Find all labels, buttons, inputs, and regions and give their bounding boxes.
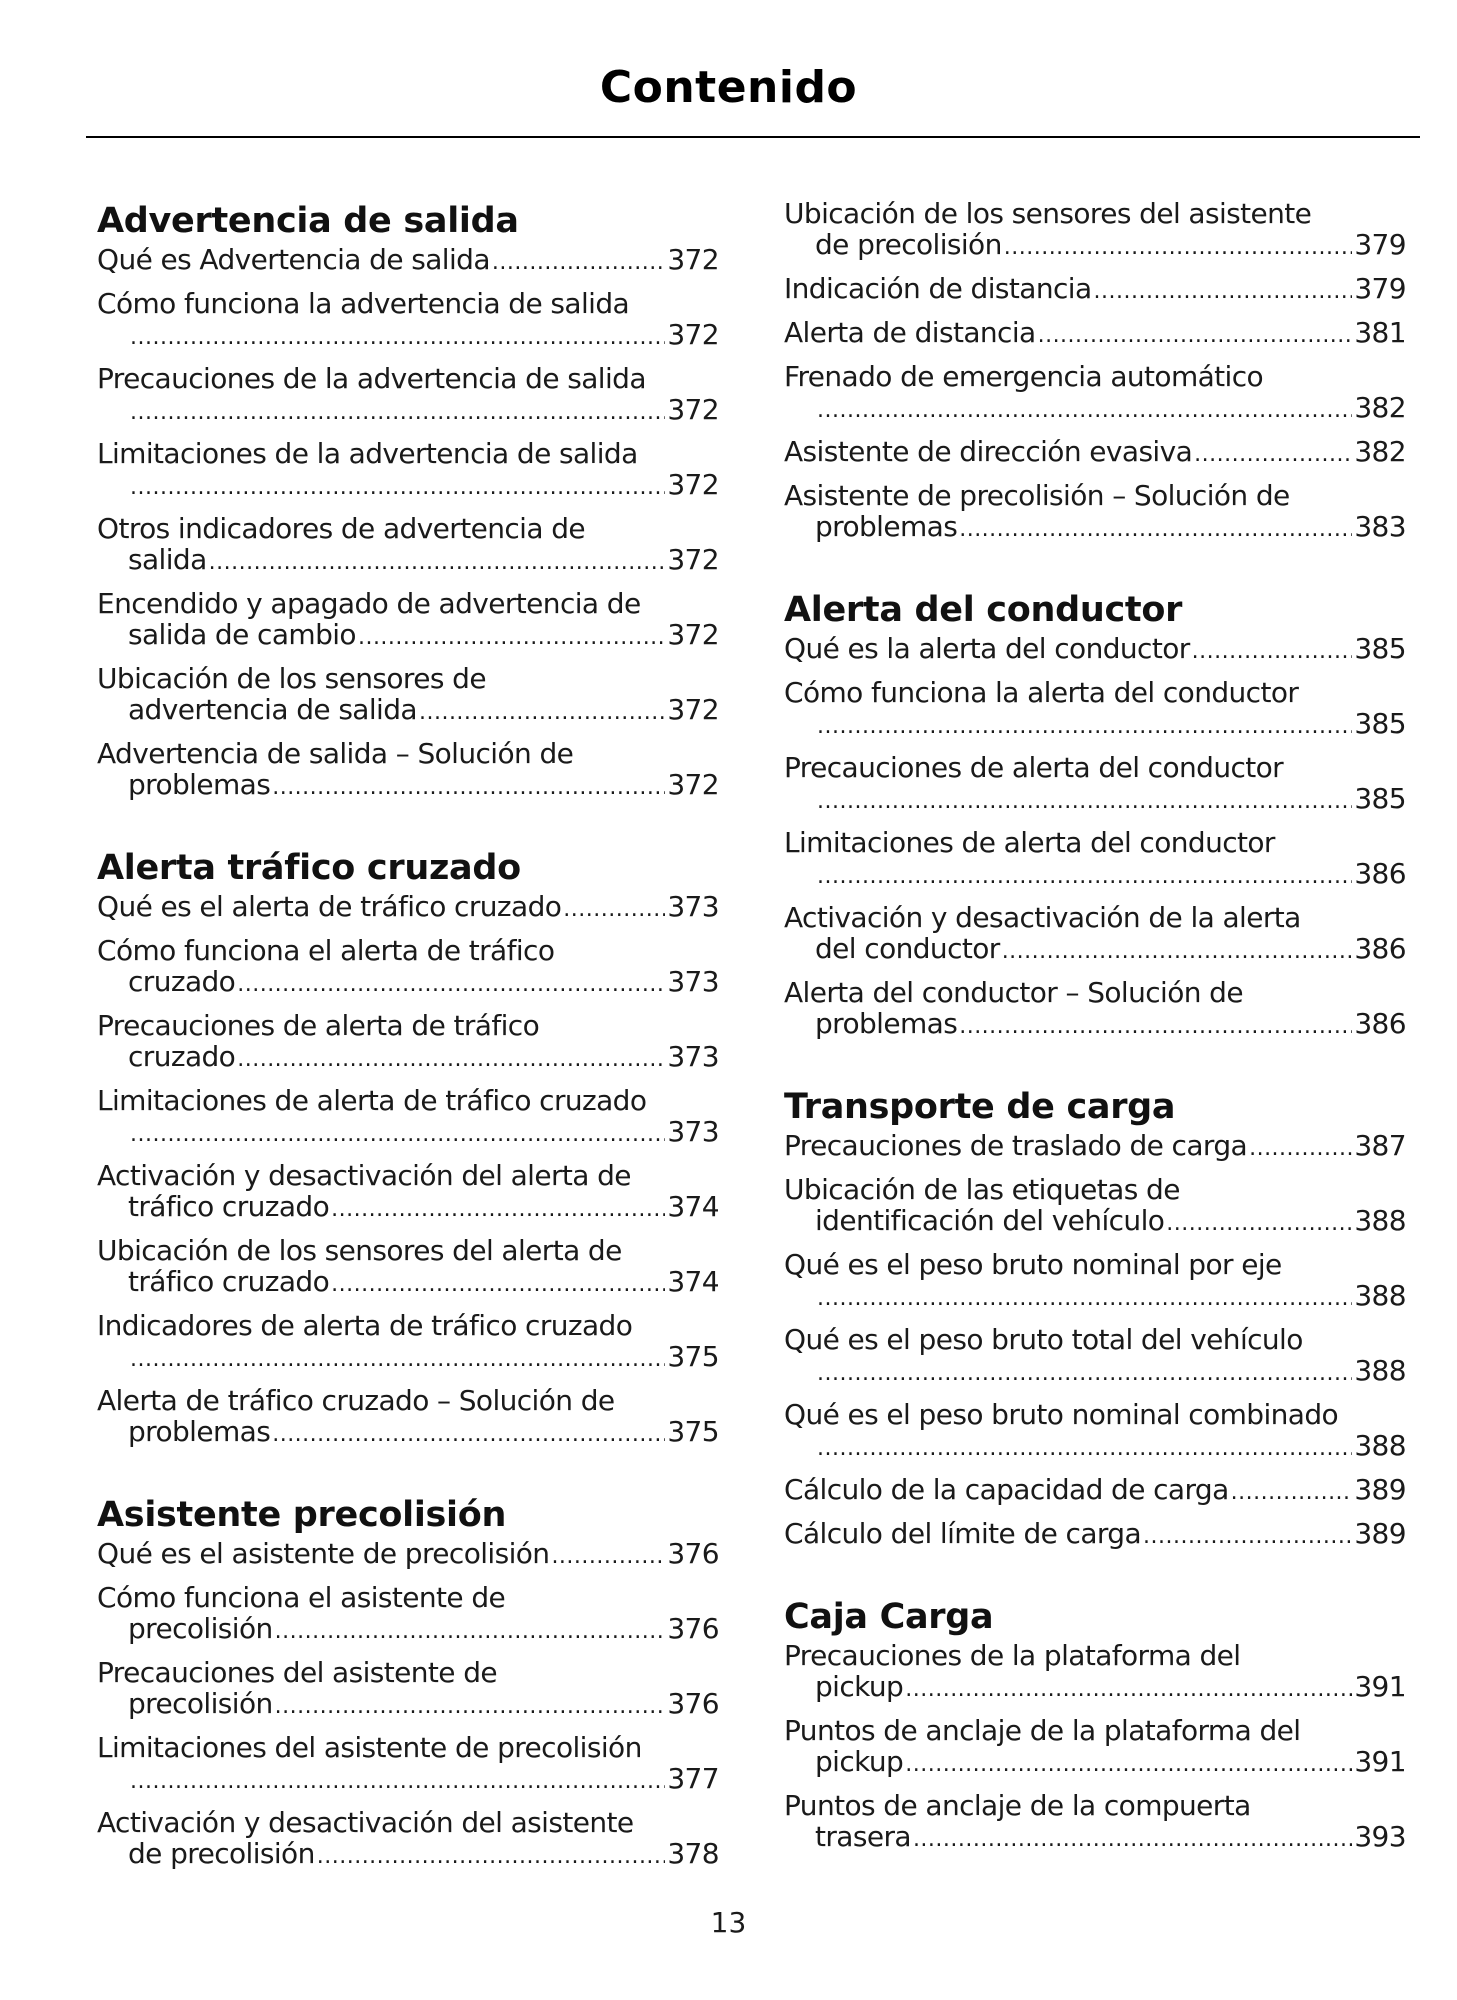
toc-entry-leader-row xyxy=(815,1280,1406,1314)
toc-entry-page: 386 xyxy=(1354,932,1406,965)
toc-entry-leader-row xyxy=(128,1266,719,1300)
toc-entry-page: 373 xyxy=(667,1040,719,1073)
toc-entry-leader-row xyxy=(128,1191,719,1225)
toc-entry-page: 375 xyxy=(667,1340,719,1373)
toc-entry-leader-row xyxy=(815,1671,1406,1705)
toc-entry[interactable] xyxy=(784,902,1406,967)
toc-entry-title-tail: pickup xyxy=(815,1745,904,1778)
toc-entry[interactable] xyxy=(784,1790,1406,1855)
toc-entry-page: 386 xyxy=(1354,1007,1406,1040)
toc-entry[interactable] xyxy=(784,827,1406,892)
dot-leader xyxy=(492,247,665,278)
toc-entry[interactable] xyxy=(784,1249,1406,1314)
dot-leader xyxy=(275,1616,666,1647)
dot-leader xyxy=(1143,1521,1352,1552)
section-heading: Transporte de carga xyxy=(784,1087,1176,1127)
toc-entry-leader-row xyxy=(128,966,719,1000)
toc-entry[interactable] xyxy=(784,480,1406,545)
toc-entry-page: 379 xyxy=(1354,272,1406,305)
toc-entry-leader-row xyxy=(784,633,1406,667)
toc-entry-title-line: Limitaciones del asistente de precolisión xyxy=(97,1731,642,1764)
toc-entry-title-line: Asistente de precolisión – Solución de xyxy=(784,479,1290,512)
dot-leader xyxy=(959,1011,1352,1042)
dot-leader xyxy=(237,1044,665,1075)
toc-entry-title-tail: pickup xyxy=(815,1670,904,1703)
toc-entry-title-line: Indicadores de alerta de tráfico cruzado xyxy=(97,1309,633,1342)
toc-entry[interactable] xyxy=(784,273,1406,307)
dot-leader xyxy=(331,1269,665,1300)
toc-entry-title-tail: problemas xyxy=(815,510,958,543)
toc-entry-title-line: Otros indicadores de advertencia de xyxy=(97,512,586,545)
section-heading: Asistente precolisión xyxy=(97,1495,507,1535)
toc-entry-title-line: Alerta de tráfico cruzado – Solución de xyxy=(97,1384,615,1417)
dot-leader xyxy=(272,1419,665,1450)
toc-entry[interactable] xyxy=(97,288,719,353)
dot-leader xyxy=(1192,636,1353,667)
toc-entry[interactable] xyxy=(784,1324,1406,1389)
toc-entry-title-line: Ubicación de las etiquetas de xyxy=(784,1173,1180,1206)
dot-leader xyxy=(817,711,1352,742)
toc-entry[interactable] xyxy=(97,363,719,428)
toc-entry-page: 393 xyxy=(1354,1820,1406,1853)
dot-leader xyxy=(817,1283,1352,1314)
toc-entry-leader-row xyxy=(815,1430,1406,1464)
toc-entry[interactable] xyxy=(97,244,719,278)
toc-column-right xyxy=(784,198,1406,1897)
toc-entry-page: 379 xyxy=(1354,228,1406,261)
toc-entry[interactable] xyxy=(97,513,719,578)
toc-entry-leader-row xyxy=(784,317,1406,351)
toc-entry-leader-row xyxy=(815,858,1406,892)
title-divider xyxy=(86,136,1420,138)
toc-entry[interactable] xyxy=(97,588,719,653)
toc-entry[interactable] xyxy=(784,361,1406,426)
toc-entry-title-tail: Qué es la alerta del conductor xyxy=(784,632,1190,665)
toc-entry-title-tail: identificación del vehículo xyxy=(815,1204,1165,1237)
dot-leader xyxy=(817,395,1352,426)
toc-entry-leader-row xyxy=(128,619,719,653)
dot-leader xyxy=(1038,320,1353,351)
toc-entry-title-line: Limitaciones de alerta de tráfico cruzado xyxy=(97,1084,647,1117)
toc-entry-title-tail: Indicación de distancia xyxy=(784,272,1092,305)
dot-leader xyxy=(551,1541,665,1572)
dot-leader xyxy=(130,1344,665,1375)
toc-entry[interactable] xyxy=(97,1085,719,1150)
toc-entry-leader-row xyxy=(128,1341,719,1375)
toc-entry-title-tail: cruzado xyxy=(128,965,236,998)
toc-entry-leader-row xyxy=(128,1613,719,1647)
toc-entry-title-line: Limitaciones de alerta del conductor xyxy=(784,826,1275,859)
toc-entry-page: 385 xyxy=(1354,707,1406,740)
dot-leader xyxy=(331,1194,665,1225)
toc-entry-title-line: Qué es el peso bruto nominal combinado xyxy=(784,1398,1339,1431)
toc-entry-page: 382 xyxy=(1354,435,1406,468)
toc-entry-leader-row xyxy=(815,1008,1406,1042)
toc-entry-title-tail: Precauciones de traslado de carga xyxy=(784,1129,1248,1162)
toc-entry-leader-row xyxy=(128,1416,719,1450)
toc-entry-page: 376 xyxy=(667,1687,719,1720)
dot-leader xyxy=(317,1841,666,1872)
toc-entry-title-line: Activación y desactivación del asistente xyxy=(97,1806,634,1839)
toc-entry-page: 372 xyxy=(667,618,719,651)
section-heading: Advertencia de salida xyxy=(97,201,519,241)
dot-leader xyxy=(1094,276,1353,307)
toc-entry[interactable] xyxy=(784,677,1406,742)
toc-entry-title-tail: de precolisión xyxy=(815,228,1002,261)
toc-entry[interactable] xyxy=(784,1640,1406,1705)
toc-entry[interactable] xyxy=(784,1399,1406,1464)
toc-entry[interactable] xyxy=(97,1807,719,1872)
toc-entry-leader-row xyxy=(97,891,719,925)
toc-section xyxy=(784,1594,1406,1855)
toc-entry-title-tail: del conductor xyxy=(815,932,1000,965)
toc-entry-leader-row xyxy=(128,1688,719,1722)
toc-entry[interactable] xyxy=(97,663,719,728)
page-title: Contenido xyxy=(599,62,858,113)
toc-entry-page: 388 xyxy=(1354,1429,1406,1462)
toc-entry-title-line: Puntos de anclaje de la compuerta xyxy=(784,1789,1251,1822)
toc-entry-title-line: Ubicación de los sensores de xyxy=(97,662,486,695)
toc-entry-page: 372 xyxy=(667,768,719,801)
toc-entry-page: 377 xyxy=(667,1762,719,1795)
toc-entry-page: 373 xyxy=(667,890,719,923)
toc-entry-leader-row xyxy=(815,392,1406,426)
toc-entry[interactable] xyxy=(784,1474,1406,1508)
toc-entry-page: 381 xyxy=(1354,316,1406,349)
toc-entry-title-tail: de precolisión xyxy=(128,1837,315,1870)
toc-entry-page: 391 xyxy=(1354,1745,1406,1778)
toc-entry-page: 374 xyxy=(667,1190,719,1223)
toc-entry-page: 385 xyxy=(1354,632,1406,665)
dot-leader xyxy=(905,1674,1352,1705)
toc-entry-leader-row xyxy=(815,229,1406,263)
toc-entry[interactable] xyxy=(97,891,719,925)
toc-entry-title-tail: salida de cambio xyxy=(128,618,356,651)
toc-entry-page: 388 xyxy=(1354,1204,1406,1237)
toc-entry-leader-row xyxy=(784,436,1406,470)
toc-entry-leader-row xyxy=(815,708,1406,742)
dot-leader xyxy=(358,622,665,653)
dot-leader xyxy=(130,1766,665,1797)
dot-leader xyxy=(817,1358,1352,1389)
toc-entry[interactable] xyxy=(97,1010,719,1075)
toc-entry[interactable] xyxy=(784,317,1406,351)
toc-entry-title-line: Alerta del conductor – Solución de xyxy=(784,976,1243,1009)
toc-entry-title-tail: trasera xyxy=(815,1820,911,1853)
toc-entry-title-line: Cómo funciona el asistente de xyxy=(97,1581,506,1614)
toc-entry-page: 374 xyxy=(667,1265,719,1298)
toc-entry-leader-row xyxy=(128,469,719,503)
dot-leader xyxy=(817,1433,1352,1464)
dot-leader xyxy=(209,547,666,578)
dot-leader xyxy=(905,1749,1352,1780)
toc-entry-leader-row xyxy=(128,319,719,353)
toc-entry-title-line: Qué es el peso bruto nominal por eje xyxy=(784,1248,1282,1281)
toc-entry-page: 386 xyxy=(1354,857,1406,890)
toc-entry-title-tail: Asistente de dirección evasiva xyxy=(784,435,1193,468)
toc-entry[interactable] xyxy=(97,1310,719,1375)
dot-leader xyxy=(1004,232,1353,263)
toc-entry-page: 376 xyxy=(667,1537,719,1570)
toc-entry-page: 388 xyxy=(1354,1279,1406,1312)
toc-entry[interactable] xyxy=(784,752,1406,817)
toc-entry[interactable] xyxy=(97,1235,719,1300)
toc-entry-title-line: Precauciones del asistente de xyxy=(97,1656,498,1689)
toc-entry-leader-row xyxy=(128,1838,719,1872)
toc-entry-title-line: Cómo funciona el alerta de tráfico xyxy=(97,934,555,967)
section-heading: Caja Carga xyxy=(784,1597,994,1637)
toc-section xyxy=(97,198,719,803)
toc-entry-title-line: Activación y desactivación de la alerta xyxy=(784,901,1301,934)
dot-leader xyxy=(817,861,1352,892)
toc-entry-title-line: Frenado de emergencia automático xyxy=(784,360,1264,393)
toc-entry-leader-row xyxy=(815,1355,1406,1389)
toc-entry-page: 378 xyxy=(667,1837,719,1870)
toc-entry-title-line: Precauciones de alerta de tráfico xyxy=(97,1009,540,1042)
toc-entry-leader-row xyxy=(128,544,719,578)
toc-entry-title-line: Activación y desactivación del alerta de xyxy=(97,1159,631,1192)
toc-entry-title-line: Cómo funciona la advertencia de salida xyxy=(97,287,630,320)
toc-section xyxy=(784,198,1406,545)
toc-entry-title-line: Ubicación de los sensores del asistente xyxy=(784,197,1312,230)
dot-leader xyxy=(237,969,665,1000)
toc-entry[interactable] xyxy=(97,1538,719,1572)
toc-entry-leader-row xyxy=(128,1041,719,1075)
toc-entry-title-tail: precolisión xyxy=(128,1687,273,1720)
toc-entry-title-tail: Alerta de distancia xyxy=(784,316,1036,349)
toc-entry-title-tail: Cálculo de la capacidad de carga xyxy=(784,1473,1229,1506)
toc-entry[interactable] xyxy=(97,1582,719,1647)
toc-entry-leader-row xyxy=(815,1821,1406,1855)
section-heading: Alerta del conductor xyxy=(784,590,1183,630)
toc-entry-page: 383 xyxy=(1354,510,1406,543)
toc-entry-page: 387 xyxy=(1354,1129,1406,1162)
dot-leader xyxy=(130,1119,665,1150)
toc-entry-page: 372 xyxy=(667,468,719,501)
toc-entry-leader-row xyxy=(815,511,1406,545)
toc-entry[interactable] xyxy=(97,1657,719,1722)
dot-leader xyxy=(130,472,665,503)
toc-entry[interactable] xyxy=(784,1715,1406,1780)
toc-entry[interactable] xyxy=(784,1174,1406,1239)
toc-entry-leader-row xyxy=(128,394,719,428)
dot-leader xyxy=(913,1824,1352,1855)
toc-entry-leader-row xyxy=(784,273,1406,307)
toc-entry-title-line: Encendido y apagado de advertencia de xyxy=(97,587,641,620)
dot-leader xyxy=(817,786,1352,817)
dot-leader xyxy=(275,1691,666,1722)
toc-entry-page: 389 xyxy=(1354,1517,1406,1550)
toc-entry[interactable] xyxy=(784,1518,1406,1552)
toc-entry-title-line: Limitaciones de la advertencia de salida xyxy=(97,437,638,470)
toc-entry-title-tail: cruzado xyxy=(128,1040,236,1073)
toc-section xyxy=(784,1084,1406,1552)
toc-entry-title-line: Precauciones de alerta del conductor xyxy=(784,751,1284,784)
toc-entry-title-tail: salida xyxy=(128,543,207,576)
toc-entry-leader-row xyxy=(815,1205,1406,1239)
toc-entry-title-line: Qué es el peso bruto total del vehículo xyxy=(784,1323,1303,1356)
toc-entry-page: 372 xyxy=(667,693,719,726)
toc-entry-leader-row xyxy=(128,1763,719,1797)
toc-entry-title-line: Precauciones de la plataforma del xyxy=(784,1639,1241,1672)
toc-entry[interactable] xyxy=(97,438,719,503)
toc-entry-page: 373 xyxy=(667,965,719,998)
dot-leader xyxy=(1166,1208,1352,1239)
dot-leader xyxy=(130,397,665,428)
dot-leader xyxy=(1231,1477,1353,1508)
toc-entry-title-line: Puntos de anclaje de la plataforma del xyxy=(784,1714,1301,1747)
toc-column-left xyxy=(97,198,719,1914)
toc-entry[interactable] xyxy=(97,1385,719,1450)
toc-entry-title-tail: precolisión xyxy=(128,1612,273,1645)
toc-entry[interactable] xyxy=(97,1732,719,1797)
toc-entry[interactable] xyxy=(97,1160,719,1225)
toc-entry[interactable] xyxy=(784,436,1406,470)
toc-entry[interactable] xyxy=(784,977,1406,1042)
dot-leader xyxy=(1002,936,1353,967)
toc-entry-title-line: Precauciones de la advertencia de salida xyxy=(97,362,646,395)
dot-leader xyxy=(1249,1133,1352,1164)
toc-entry-title-tail: tráfico cruzado xyxy=(128,1190,330,1223)
toc-entry-page: 376 xyxy=(667,1612,719,1645)
toc-section xyxy=(97,845,719,1450)
toc-entry-title-tail: tráfico cruzado xyxy=(128,1265,330,1298)
dot-leader xyxy=(1194,439,1352,470)
toc-entry-page: 373 xyxy=(667,1115,719,1148)
dot-leader xyxy=(272,772,665,803)
dot-leader xyxy=(563,894,665,925)
toc-entry-page: 391 xyxy=(1354,1670,1406,1703)
toc-entry[interactable] xyxy=(784,633,1406,667)
toc-entry-title-tail: problemas xyxy=(128,768,271,801)
toc-entry-title-tail: problemas xyxy=(128,1415,271,1448)
toc-entry[interactable] xyxy=(97,738,719,803)
toc-entry-leader-row xyxy=(97,244,719,278)
toc-section xyxy=(784,587,1406,1042)
toc-entry-leader-row xyxy=(784,1518,1406,1552)
toc-entry-title-tail: Cálculo del límite de carga xyxy=(784,1517,1142,1550)
toc-entry[interactable] xyxy=(97,935,719,1000)
toc-section xyxy=(97,1492,719,1872)
toc-entry-leader-row xyxy=(97,1538,719,1572)
toc-entry-title-line: Advertencia de salida – Solución de xyxy=(97,737,574,770)
dot-leader xyxy=(130,322,665,353)
toc-entry-leader-row xyxy=(815,1746,1406,1780)
toc-entry[interactable] xyxy=(784,198,1406,263)
toc-entry-title-tail: problemas xyxy=(815,1007,958,1040)
toc-entry-title-tail: Qué es Advertencia de salida xyxy=(97,243,490,276)
toc-entry-leader-row xyxy=(128,769,719,803)
toc-entry-page: 372 xyxy=(667,543,719,576)
toc-entry-leader-row xyxy=(784,1474,1406,1508)
toc-entry-leader-row xyxy=(815,783,1406,817)
toc-entry-leader-row xyxy=(128,694,719,728)
page-number: 13 xyxy=(710,1906,747,1939)
toc-entry-title-line: Ubicación de los sensores del alerta de xyxy=(97,1234,622,1267)
toc-entry-page: 388 xyxy=(1354,1354,1406,1387)
toc-entry-page: 375 xyxy=(667,1415,719,1448)
toc-entry[interactable] xyxy=(784,1130,1406,1164)
dot-leader xyxy=(419,697,665,728)
toc-entry-title-tail: advertencia de salida xyxy=(128,693,417,726)
dot-leader xyxy=(959,514,1352,545)
toc-entry-leader-row xyxy=(128,1116,719,1150)
toc-entry-page: 389 xyxy=(1354,1473,1406,1506)
toc-entry-leader-row xyxy=(784,1130,1406,1164)
toc-entry-title-tail: Qué es el alerta de tráfico cruzado xyxy=(97,890,562,923)
toc-entry-title-line: Cómo funciona la alerta del conductor xyxy=(784,676,1299,709)
toc-entry-page: 382 xyxy=(1354,391,1406,424)
toc-entry-leader-row xyxy=(815,933,1406,967)
toc-entry-page: 372 xyxy=(667,393,719,426)
section-heading: Alerta tráfico cruzado xyxy=(97,848,521,888)
toc-entry-page: 372 xyxy=(667,318,719,351)
toc-entry-page: 372 xyxy=(667,243,719,276)
toc-entry-page: 385 xyxy=(1354,782,1406,815)
toc-entry-title-tail: Qué es el asistente de precolisión xyxy=(97,1537,550,1570)
